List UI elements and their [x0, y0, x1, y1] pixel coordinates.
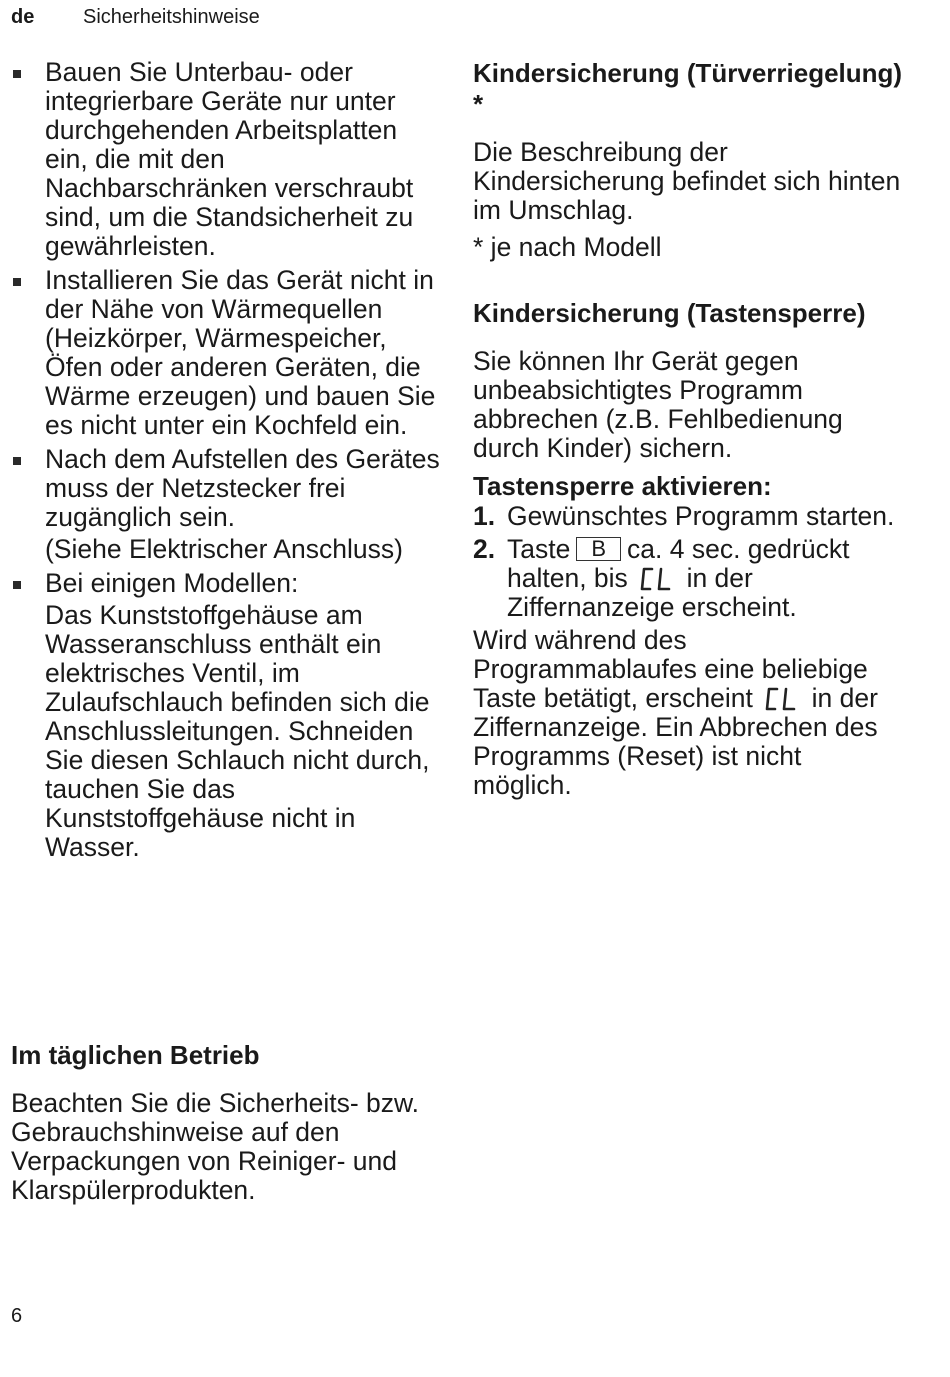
daily-operation-section	[11, 1040, 451, 1205]
daily-operation-text: Beachten Sie die Sicherheits- bzw. Gebrauchshinweise auf den Verpackungen von Reiniger- und Klarspülerprodukten.	[11, 1088, 420, 1205]
key-lock-text: Sie können Ihr Gerät gegen unbeabsichtigtes Programm abbrechen (z.B. Fehlbedienung durch Kinder) sichern.	[473, 346, 843, 463]
step-number: 1.	[473, 501, 496, 531]
list-item	[11, 569, 441, 862]
right-column	[473, 58, 903, 800]
language-code: de	[11, 6, 35, 28]
display-cl-icon	[639, 567, 675, 591]
key-lock-info-text: in der Ziffernanzeige. Ein Abbrechen des Programms (Reset) ist nicht möglich.	[473, 683, 878, 800]
step-text: ca. 4 sec. gedrückt halten, bis	[507, 534, 850, 593]
list-item	[11, 445, 441, 564]
activation-steps	[473, 502, 903, 622]
list-item-text: Installieren Sie das Gerät nicht in der Nähe von Wärmequellen (Heizkörper, Wärmespeicher, Öfen oder anderen Geräten, die Wärme erzeugen) und bauen Sie es nicht unter ein Kochfeld ein.	[45, 265, 436, 440]
display-cl-icon	[764, 687, 800, 711]
list-item	[11, 266, 441, 440]
door-lock-heading: Kindersicherung (Türverriegelung) *	[473, 58, 903, 119]
list-item-text: Bauen Sie Unterbau- oder integrierbare Geräte nur unter durchgehenden Arbeitsplatten ein, die mit den Nachbarschränken verschraubt sind, um die Standsicherheit zu gewährleisten.	[45, 57, 414, 261]
step-text: in der Ziffernanzeige erscheint.	[507, 563, 797, 622]
daily-operation-heading: Im täglichen Betrieb	[11, 1040, 260, 1070]
key-lock-info-text: Wird während des Programmablaufes eine beliebige Taste betätigt, erscheint	[473, 625, 868, 713]
key-b-symbol: B	[576, 537, 621, 561]
bullet-square-icon	[13, 278, 21, 286]
door-lock-text: Die Beschreibung der Kindersicherung befindet sich hinten im Umschlag.	[473, 137, 901, 225]
key-lock-info	[473, 626, 903, 800]
section-title: Sicherheitshinweise	[83, 6, 260, 28]
list-item-text: Bei einigen Modellen:	[45, 568, 299, 598]
key-lock-subheading: Tastensperre aktivieren:	[473, 471, 772, 501]
step-item	[473, 502, 903, 531]
step-text: Taste	[507, 534, 571, 564]
list-item-note: (Siehe Elektrischer Anschluss)	[45, 534, 403, 564]
list-item	[11, 58, 441, 261]
step-text: Gewünschtes Programm starten.	[507, 501, 895, 531]
page-number: 6	[11, 1305, 23, 1327]
list-item-text: Nach dem Aufstellen des Gerätes muss der Netzstecker frei zugänglich sein.	[45, 444, 440, 532]
step-number: 2.	[473, 534, 496, 564]
door-lock-note: * je nach Modell	[473, 232, 662, 262]
key-lock-heading: Kindersicherung (Tastensperre)	[473, 298, 866, 328]
bullet-square-icon	[13, 581, 21, 589]
bullet-square-icon	[13, 70, 21, 78]
left-column	[11, 58, 441, 867]
safety-list	[11, 58, 441, 862]
bullet-square-icon	[13, 457, 21, 465]
list-item-note: Das Kunststoffgehäuse am Wasseranschluss enthält ein elektrisches Ventil, im Zulaufschlauch befinden sich die Anschlussleitungen. Schneiden Sie diesen Schlauch nicht durch, tauchen Sie das Kunststoffgehäuse nicht in Wasser.	[45, 600, 430, 862]
step-item	[473, 535, 903, 622]
